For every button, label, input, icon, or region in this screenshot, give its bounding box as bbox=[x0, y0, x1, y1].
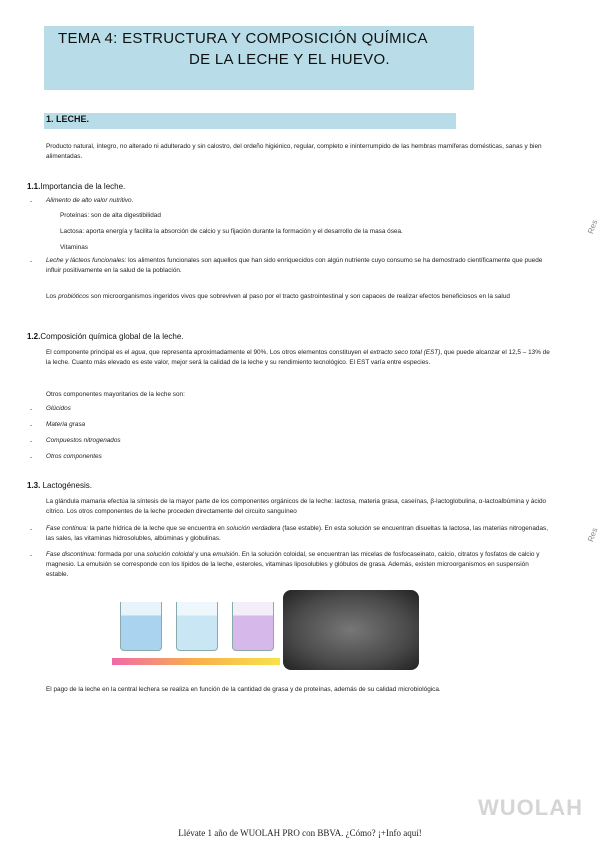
bullet-dash: - bbox=[30, 198, 33, 205]
proteinas-line: Proteínas: son de alta digestibilidad bbox=[60, 212, 161, 219]
document-title-box bbox=[44, 26, 474, 90]
lactogenesis-paragraph: La glándula mamaria efectúa la síntesis de la mayor parte de los componentes orgánicos de la leche: lactosa, materia grasa, caseínas, β-lactoglobulina, α-lactoalbúmina y ácido cítrico. Los otros componentes de la leche proceden directamente del circuito sanguíneo bbox=[46, 498, 547, 515]
title-line-2: DE LA LECHE Y EL HUEVO. bbox=[189, 51, 390, 68]
bullet-dash: - bbox=[30, 438, 33, 445]
bullet-dash: - bbox=[30, 422, 33, 429]
footer-promo-link[interactable]: Llévate 1 año de WUOLAH PRO con BBVA. ¿Cómo? ¡+Info aquí! bbox=[178, 828, 422, 838]
section-header-leche bbox=[44, 113, 456, 129]
bullet-dash: - bbox=[30, 526, 33, 533]
fase-continua-paragraph: Fase continua: la parte hídrica de la leche que se encuentra en solución verdadera (fase estable). En esta solución se encuentran disueltas la lactosa, las materias nitrogenadas, las sales, las vitaminas hidrosolubles, albúminas y globulinas. bbox=[46, 525, 548, 542]
particle-size-scale bbox=[112, 658, 280, 665]
heading-1-3: 1.3. Lactogénesis. bbox=[27, 481, 92, 490]
beaker-suspension-icon bbox=[232, 602, 274, 651]
composicion-paragraph: El componente principal es el agua, que representa aproximadamente el 90%. Los otros elementos constituyen el extracto seco total (EST), que puede alcanzar el 12,5 – 13% de la leche. Cuanto más elevado es este valor, mejor será la calidad de la leche y su rendimiento tecnológico. El EST varía entre especies. bbox=[46, 349, 550, 366]
probioticos-paragraph: Los probióticos son microorganismos ingeridos vivos que sobreviven al paso por el tracto gastrointestinal y son capaces de realizar efectos beneficiosos en la salud bbox=[46, 293, 510, 300]
beaker-solution-icon bbox=[120, 602, 162, 651]
bullet-dash: - bbox=[30, 406, 33, 413]
list-item: Otros componentes bbox=[46, 453, 102, 460]
list-item: Glúcidos bbox=[46, 405, 71, 412]
side-watermark: Res bbox=[586, 526, 600, 544]
beaker-colloid-icon bbox=[176, 602, 218, 651]
bullet-alto-valor: Alimento de alto valor nutritivo. bbox=[46, 197, 134, 204]
otros-componentes-intro: Otros componentes mayoritarios de la leche son: bbox=[46, 391, 185, 398]
fase-discontinua-paragraph: Fase discontinua: formada por una solución coloidal y una emulsión. En la solución coloidal, se encuentran las micelas de fosfocaseinato, calcio, citratos y fosfatos de calcio y magnesio. La emulsión se corresponde con los lípidos de la leche, esteroles, vitaminas liposolubles y glóbulos de grasa. Además, existen microorganismos en suspensión estable. bbox=[46, 551, 540, 578]
side-watermark: Res bbox=[586, 218, 600, 236]
title-line-1: TEMA 4: ESTRUCTURA Y COMPOSICIÓN QUÍMICA bbox=[58, 30, 428, 47]
pago-paragraph: El pago de la leche en la central lechera se realiza en función de la cantidad de grasa y de proteínas, además de su calidad microbiológica. bbox=[46, 686, 441, 693]
bullet-dash: - bbox=[30, 454, 33, 461]
bullet-dash: - bbox=[30, 552, 33, 559]
vitaminas-line: Vitaminas bbox=[60, 244, 88, 251]
funcionales-paragraph: Leche y lácteos funcionales: los alimentos funcionales son aquellos que han sido enriquecidos con algún nutriente cuyo consumo se ha demostrado científicamente que puede influir positivamente en la salud de la población. bbox=[46, 257, 543, 274]
heading-1-1: 1.1.Importancia de la leche. bbox=[27, 182, 126, 191]
lactosa-line: Lactosa: aporta energía y facilita la absorción de calcio y su fijación durante la formación y el desarrollo de la masa ósea. bbox=[60, 228, 403, 235]
heading-1-2: 1.2.Composición química global de la leche. bbox=[27, 332, 184, 341]
wuolah-logo: WUOLAH bbox=[478, 795, 583, 820]
list-item: Materia grasa bbox=[46, 421, 86, 428]
bullet-dash: - bbox=[30, 258, 33, 265]
section-label: 1. LECHE. bbox=[46, 114, 90, 124]
list-item: Compuestos nitrogenados bbox=[46, 437, 121, 444]
intro-paragraph: Producto natural, íntegro, no alterado ni adulterado y sin calostro, del ordeño higiénico, regular, completo e ininterrumpido de las hembras mamíferas domésticas, sanas y bien alimentadas. bbox=[46, 143, 542, 160]
milk-micrograph-image bbox=[283, 590, 419, 670]
